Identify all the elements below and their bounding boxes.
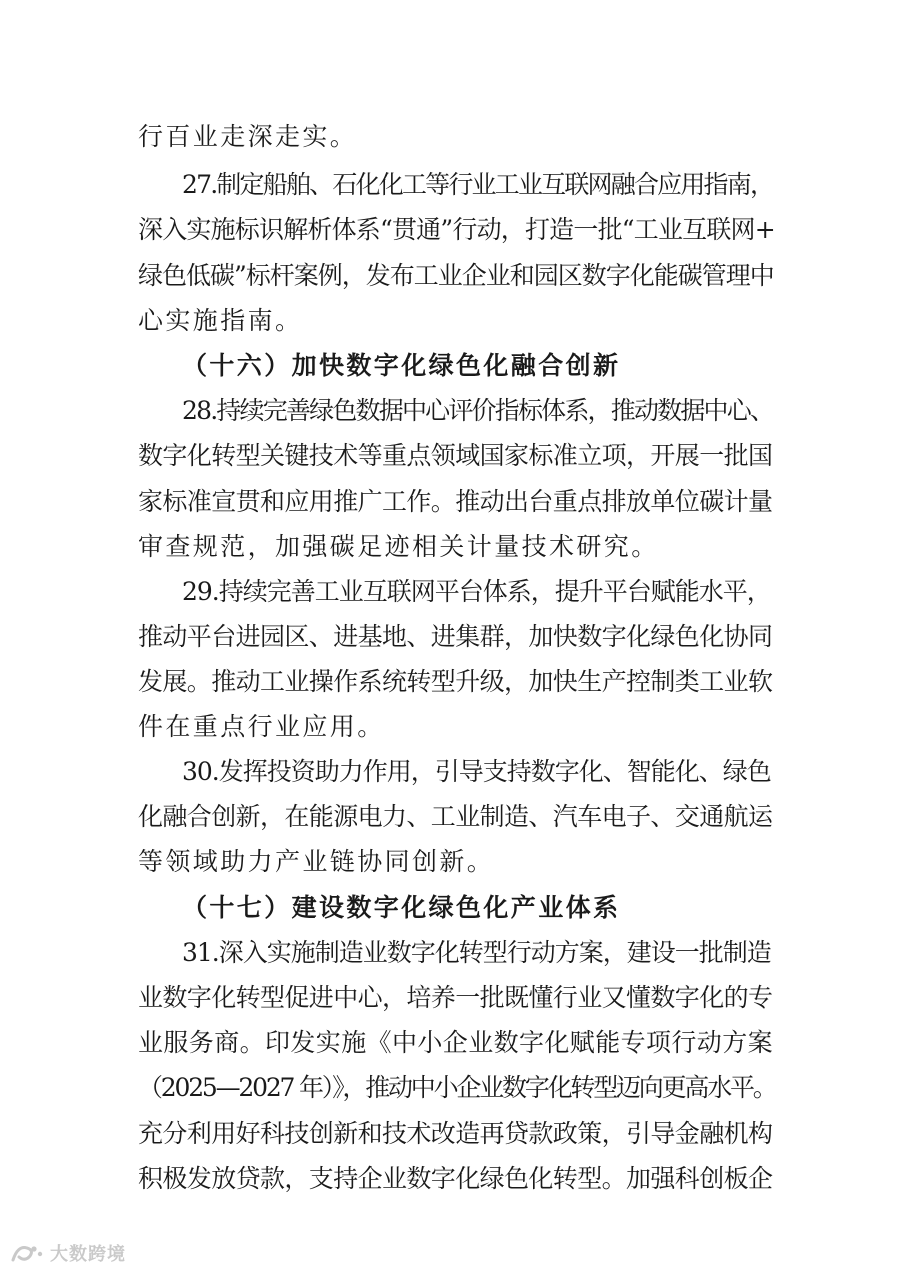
text-line: 积极发放贷款，支持企业数字化绿色化转型。加强科创板企 (138, 1164, 773, 1193)
paragraph-29-start: 29.持续完善工业互联网平台体系，提升平台赋能水平， (182, 577, 771, 606)
watermark (10, 1240, 126, 1266)
paragraph-31-start: 31.深入实施制造业数字化转型行动方案，建设一批制造 (182, 938, 771, 967)
brand-logo-icon (10, 1242, 44, 1264)
section-heading-16: （十六）加快数字化绿色化融合创新 (182, 351, 621, 380)
text-line: 等领域助力产业链协同创新。 (138, 847, 495, 876)
section-heading-17: （十七）建设数字化绿色化产业体系 (182, 893, 621, 922)
text-line: 绿色低碳”标杆案例，发布工业企业和园区数字化能碳管理中 (138, 261, 774, 290)
watermark-text: 大数跨境 (50, 1244, 126, 1265)
text-line: 心实施指南。 (138, 306, 303, 335)
text-line: 化融合创新，在能源电力、工业制造、汽车电子、交通航运 (138, 802, 773, 831)
text-line: 业服务商。印发实施《中小企业数字化赋能专项行动方案 (138, 1028, 774, 1057)
text-line: 数字化转型关键技术等重点领域国家标准立项，开展一批国 (138, 441, 773, 470)
text-line: 家标准宣贯和应用推广工作。推动出台重点排放单位碳计量 (138, 487, 773, 516)
text-line: 充分利用好科技创新和技术改造再贷款政策，引导金融机构 (138, 1119, 773, 1148)
paragraph-28-start: 28.持续完善绿色数据中心评价指标体系，推动数据中心、 (182, 396, 774, 425)
text-line: （2025—2027 年）》，推动中小企业数字化转型迈向更高水平。 (138, 1073, 776, 1102)
text-line: 审查规范，加强碳足迹相关计量技术研究。 (138, 532, 659, 561)
text-line: 行百业走深走实。 (138, 122, 358, 151)
text-line: 深入实施标识解析体系“贯通”行动，打造一批“工业互联网+ (138, 215, 775, 244)
text-line: 件在重点行业应用。 (138, 712, 385, 741)
paragraph-30-start: 30.发挥投资助力作用，引导支持数字化、智能化、绿色 (182, 757, 771, 786)
text-line: 发展。推动工业操作系统转型升级，加快生产控制类工业软 (138, 667, 773, 696)
paragraph-27-start: 27.制定船舶、石化化工等行业工业互联网融合应用指南， (182, 170, 774, 199)
text-line: 业数字化转型促进中心，培养一批既懂行业又懂数字化的专 (138, 983, 773, 1012)
text-line: 推动平台进园区、进基地、进集群，加快数字化绿色化协同 (138, 622, 773, 651)
